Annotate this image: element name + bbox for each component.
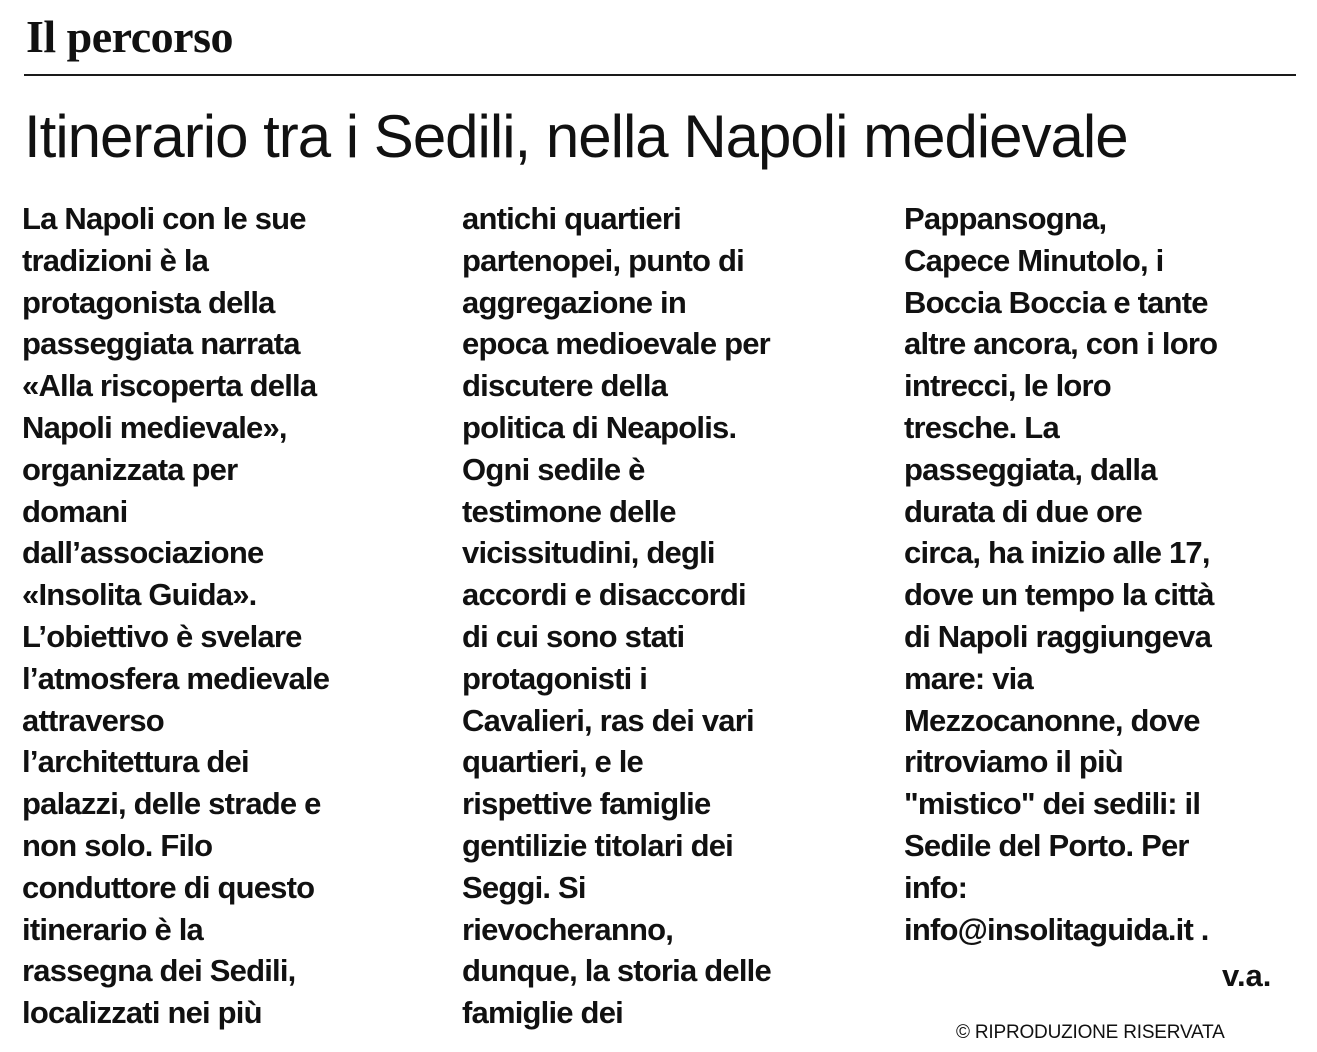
- article-headline: Itinerario tra i Sedili, nella Napoli medievale: [24, 103, 1128, 170]
- header-rule: [24, 74, 1296, 76]
- column-3-line: passeggiata, dalla: [904, 451, 1157, 487]
- article-column-1: [22, 198, 422, 1034]
- column-3-line: tresche. La: [904, 409, 1059, 445]
- column-1-line: domani: [22, 493, 128, 529]
- column-3-line: durata di due ore: [904, 493, 1142, 529]
- article-column-3: [904, 198, 1304, 950]
- column-1-line: La Napoli con le sue: [22, 201, 306, 236]
- column-2-line: dunque, la storia delle: [462, 953, 771, 989]
- column-1-line: non solo. Filo: [22, 827, 213, 863]
- column-3-line: info@insolitaguida.it .: [904, 911, 1209, 947]
- column-1-line: palazzi, delle strade e: [22, 786, 321, 822]
- column-1-line: l’atmosfera medievale: [22, 660, 330, 696]
- column-3-line: info:: [904, 869, 968, 905]
- column-1-line: L’obiettivo è svelare: [22, 618, 302, 654]
- column-2-line: Seggi. Si: [462, 869, 586, 905]
- column-2-line: quartieri, e le: [462, 744, 643, 780]
- column-3-line: Boccia Boccia e tante: [904, 284, 1208, 320]
- column-3-line: Mezzocanonne, dove: [904, 702, 1200, 738]
- column-1-line: protagonista della: [22, 284, 275, 320]
- column-2-line: rievocheranno,: [462, 911, 674, 947]
- column-1-line: «Insolita Guida».: [22, 577, 257, 613]
- column-2-line: aggregazione in: [462, 284, 686, 320]
- column-3-line: ritroviamo il più: [904, 744, 1123, 780]
- column-1-line: «Alla riscoperta della: [22, 368, 317, 404]
- section-kicker: Il percorso: [26, 11, 234, 62]
- copyright-notice: © RIPRODUZIONE RISERVATA: [956, 1022, 1225, 1043]
- author-signature: v.a.: [1222, 958, 1272, 993]
- column-1-line: conduttore di questo: [22, 869, 315, 905]
- column-2-line: di cui sono stati: [462, 618, 685, 654]
- column-3-line: Sedile del Porto. Per: [904, 827, 1189, 863]
- column-2-line: epoca medioevale per: [462, 326, 770, 362]
- column-3-line: altre ancora, con i loro: [904, 326, 1218, 362]
- column-2-line: discutere della: [462, 368, 668, 404]
- column-2-line: politica di Neapolis.: [462, 409, 737, 445]
- column-3-line: Capece Minutolo, i: [904, 242, 1164, 278]
- column-2-line: vicissitudini, degli: [462, 535, 715, 571]
- column-1-line: organizzata per: [22, 451, 238, 487]
- column-1-line: passeggiata narrata: [22, 326, 300, 362]
- column-3-line: "mistico" dei sedili: il: [904, 786, 1201, 822]
- column-2-line: testimone delle: [462, 493, 676, 529]
- column-1-line: rassegna dei Sedili,: [22, 953, 296, 989]
- column-2-line: famiglie dei: [462, 995, 623, 1031]
- column-1-line: dall’associazione: [22, 535, 264, 571]
- column-2-line: accordi e disaccordi: [462, 577, 746, 613]
- column-1-line: itinerario è la: [22, 911, 203, 947]
- column-2-line: rispettive famiglie: [462, 786, 711, 822]
- column-1-line: Napoli medievale»,: [22, 409, 287, 445]
- column-3-line: circa, ha inizio alle 17,: [904, 535, 1210, 571]
- column-2-line: antichi quartieri: [462, 201, 681, 236]
- column-3-line: di Napoli raggiungeva: [904, 618, 1212, 654]
- column-3-line: dove un tempo la città: [904, 577, 1214, 613]
- column-3-line: intrecci, le loro: [904, 368, 1111, 404]
- column-2-line: protagonisti i: [462, 660, 648, 696]
- column-2-line: gentilizie titolari dei: [462, 827, 733, 863]
- column-1-line: attraverso: [22, 702, 164, 738]
- column-2-line: Cavalieri, ras dei vari: [462, 702, 754, 738]
- column-1-line: tradizioni è la: [22, 242, 209, 278]
- article-column-2: [462, 198, 872, 1034]
- column-2-line: Ogni sedile è: [462, 451, 645, 487]
- column-1-line: l’architettura dei: [22, 744, 249, 780]
- column-3-line: Pappansogna,: [904, 201, 1107, 236]
- column-3-line: mare: via: [904, 660, 1033, 696]
- column-1-line: localizzati nei più: [22, 995, 262, 1031]
- column-2-line: partenopei, punto di: [462, 242, 744, 278]
